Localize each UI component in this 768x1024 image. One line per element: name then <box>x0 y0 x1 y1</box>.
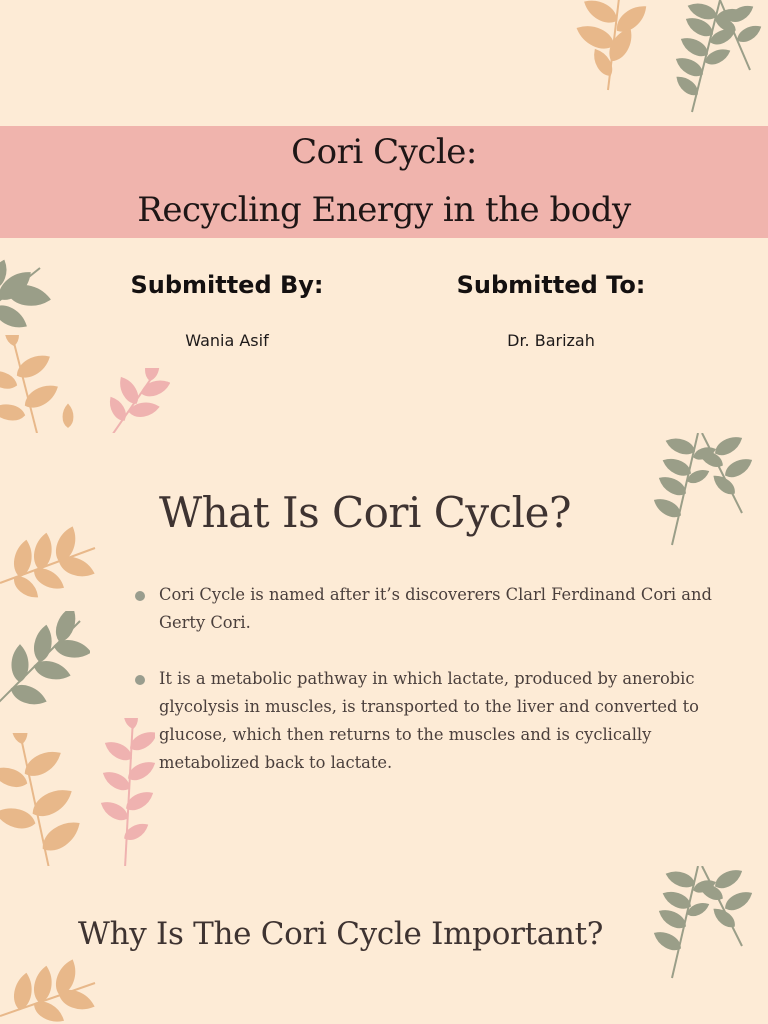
submitted-by-label: Submitted By: <box>130 271 324 299</box>
bullet-text: It is a metabolic pathway in which lactate, produced by anerobic glycolysis in muscles, is transported to the liver and converted to glucose, which then returns to the muscles and is cyclically metabolized back to lactate. <box>159 669 699 772</box>
bullet-dot-icon <box>135 675 145 685</box>
cover-slide <box>0 0 768 433</box>
pink-leaf-branch-icon <box>100 368 170 433</box>
bullet-text: Cori Cycle is named after it’s discoverers Clarl Ferdinand Cori and Gerty Cori. <box>159 585 712 632</box>
cover-title-line-2: Recycling Energy in the body <box>137 190 631 230</box>
submitted-to-label: Submitted To: <box>456 271 646 299</box>
bullet-dot-icon <box>135 591 145 601</box>
importance-slide <box>0 866 768 1024</box>
sage-leaf-branch-icon <box>0 248 60 328</box>
sage-leaf-branch-icon <box>650 866 768 984</box>
intro-heading: What Is Cori Cycle? <box>159 488 571 537</box>
submitted-by-name: Wania Asif <box>185 331 269 350</box>
sage-leaf-branch-icon <box>650 433 768 551</box>
intro-slide <box>0 433 768 866</box>
cover-title-line-1: Cori Cycle: <box>291 132 477 172</box>
tan-leaf-branch-icon <box>0 335 90 433</box>
list-item <box>159 665 739 777</box>
list-item <box>159 581 739 637</box>
pink-leaf-branch-icon <box>85 718 155 866</box>
sage-leaf-branch-icon <box>650 0 768 118</box>
intro-bullet-list <box>159 581 739 805</box>
importance-heading: Why Is The Cori Cycle Important? <box>78 916 604 952</box>
sage-leaf-branch-icon <box>0 611 90 721</box>
submitted-to-name: Dr. Barizah <box>507 331 595 350</box>
tan-leaf-branch-icon <box>0 503 100 603</box>
